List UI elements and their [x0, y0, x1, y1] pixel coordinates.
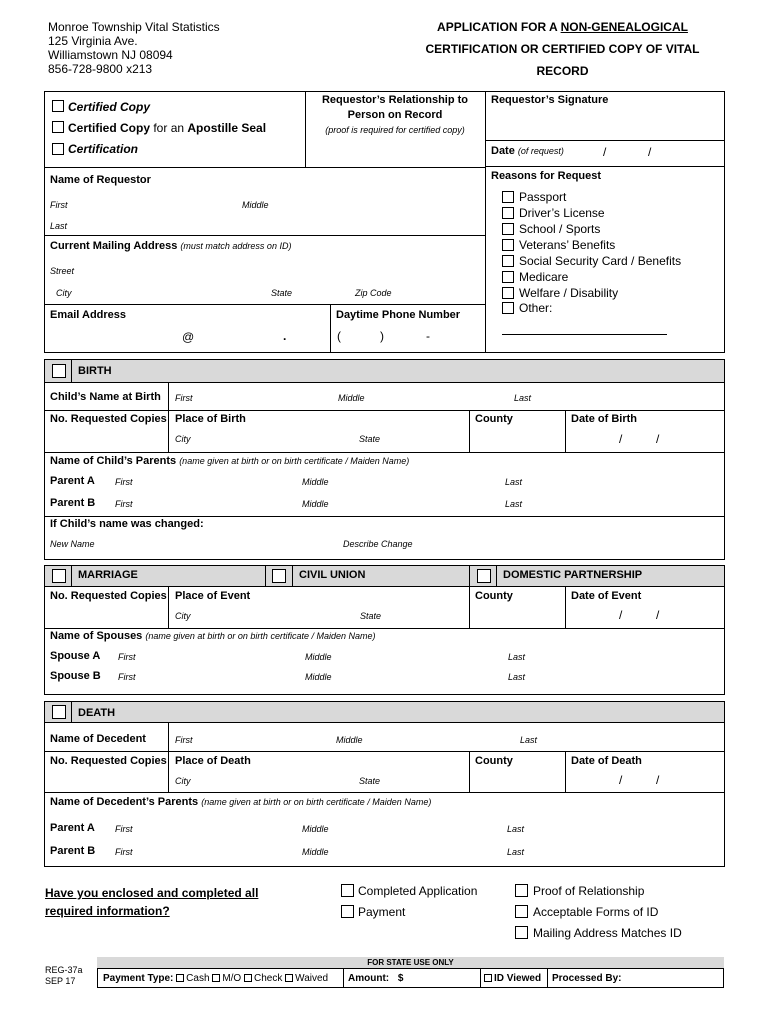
spouse-a-last[interactable]: Last	[508, 652, 526, 662]
describe-change[interactable]: Describe Change	[343, 539, 413, 549]
domestic-partnership-label: DOMESTIC PARTNERSHIP	[503, 569, 643, 581]
marriage-copies-label: No. Requested Copies	[50, 590, 167, 602]
payment-checkbox[interactable]	[341, 905, 354, 918]
reason-drivers-license-checkbox[interactable]	[502, 207, 514, 219]
spouse-a-label: Spouse A	[50, 650, 101, 662]
processed-by-label: Processed By:	[552, 973, 622, 984]
birth-parent-a-middle[interactable]: Middle	[302, 477, 329, 487]
office-street: 125 Virginia Ave.	[48, 34, 138, 48]
state-use-label: FOR STATE USE ONLY	[367, 958, 454, 967]
event-date-slash-1: /	[619, 608, 623, 622]
check-checkbox[interactable]	[244, 974, 252, 982]
death-county-field[interactable]	[470, 769, 564, 791]
decedent-first[interactable]: First	[175, 735, 193, 745]
phone-dash: -	[426, 329, 430, 343]
death-copies-field[interactable]	[45, 769, 167, 791]
death-checkbox[interactable]	[52, 705, 66, 719]
event-state[interactable]: State	[360, 611, 382, 621]
proof-relationship-checkbox[interactable]	[515, 884, 528, 897]
office-name: Monroe Township Vital Statistics	[48, 20, 220, 34]
birth-parent-b-first[interactable]: First	[115, 499, 133, 509]
certification-checkbox[interactable]	[52, 143, 64, 155]
reason-medicare: Medicare	[519, 270, 569, 284]
reason-drivers-license: Driver’s License	[519, 206, 605, 220]
title-line2: CERTIFICATION OR CERTIFIED COPY OF VITAL RECORD	[425, 42, 700, 78]
address-matches-checkbox[interactable]	[515, 926, 528, 939]
acceptable-id-label: Acceptable Forms of ID	[533, 905, 659, 919]
office-phone: 856-728-9800 x213	[48, 62, 153, 76]
reason-passport-checkbox[interactable]	[502, 191, 514, 203]
place-of-death-label: Place of Death	[175, 755, 251, 767]
spouse-a-middle[interactable]: Middle	[305, 652, 332, 662]
acceptable-id-checkbox[interactable]	[515, 905, 528, 918]
event-county-label: County	[475, 590, 513, 602]
reasons-label: Reasons for Request	[491, 170, 602, 182]
event-city[interactable]: City	[175, 611, 191, 621]
email-label: Email Address	[50, 309, 127, 321]
reason-veterans-checkbox[interactable]	[502, 239, 514, 251]
birth-parent-b-label: Parent B	[50, 497, 96, 509]
decedent-last[interactable]: Last	[520, 735, 538, 745]
reason-other-checkbox[interactable]	[502, 302, 514, 314]
reason-other-line[interactable]	[502, 334, 667, 335]
address-matches-label: Mailing Address Matches ID	[533, 926, 682, 940]
waived-checkbox[interactable]	[285, 974, 293, 982]
death-header	[44, 701, 725, 723]
address-zip[interactable]: Zip Code	[355, 288, 392, 298]
signature-label: Requestor’s Signature	[491, 94, 609, 106]
relationship-note: (proof is required for certified copy)	[325, 125, 465, 135]
death-header-label: DEATH	[78, 707, 116, 719]
birth-county-label: County	[475, 413, 513, 425]
event-county-field[interactable]	[470, 604, 564, 627]
phone-label: Daytime Phone Number	[336, 309, 461, 321]
form-code: REG-37a SEP 17	[45, 965, 83, 986]
spouses-label: Name of Spouses (name given at birth or on birth certificate / Maiden Name)	[50, 630, 376, 642]
civil-union-label: CIVIL UNION	[299, 569, 366, 581]
office-city: Williamstown NJ 08094	[48, 48, 173, 62]
form-title	[400, 16, 725, 82]
decedent-parents-label: Name of Decedent’s Parents (name given at birth or on birth certificate / Maiden Name)	[50, 796, 432, 808]
certified-copy-checkbox[interactable]	[52, 100, 64, 112]
spouse-a-first[interactable]: First	[118, 652, 136, 662]
birth-city[interactable]: City	[175, 434, 191, 444]
birth-parent-a-last[interactable]: Last	[505, 477, 523, 487]
proof-relationship-label: Proof of Relationship	[533, 884, 645, 898]
phone-paren-open: (	[337, 329, 341, 343]
mo-checkbox[interactable]	[212, 974, 220, 982]
death-date-slash-1: /	[619, 773, 623, 787]
domestic-partnership-checkbox[interactable]	[477, 569, 491, 583]
reason-medicare-checkbox[interactable]	[502, 271, 514, 283]
marriage-copies-field[interactable]	[45, 604, 167, 627]
spouse-b-label: Spouse B	[50, 670, 101, 682]
death-parent-b-middle[interactable]: Middle	[302, 847, 329, 857]
signature-field[interactable]	[486, 108, 724, 139]
email-dot: .	[283, 329, 287, 343]
birth-date-slash-2: /	[656, 432, 660, 446]
requestor-name-label: Name of Requestor	[50, 174, 151, 186]
mailing-address-label: Current Mailing Address (must match address on ID)	[50, 240, 292, 252]
title-line1: APPLICATION FOR A NON-GENEALOGICAL	[437, 20, 688, 34]
birth-copies-field[interactable]	[45, 427, 167, 451]
date-of-death-label: Date of Death	[571, 755, 642, 767]
spouse-b-first[interactable]: First	[118, 672, 136, 682]
date-of-birth-label: Date of Birth	[571, 413, 637, 425]
requestor-first[interactable]: First	[50, 200, 68, 210]
birth-parent-b-last[interactable]: Last	[505, 499, 523, 509]
death-copies-label: No. Requested Copies	[50, 755, 167, 767]
address-state[interactable]: State	[271, 288, 293, 298]
civil-union-checkbox[interactable]	[272, 569, 286, 583]
child-last[interactable]: Last	[514, 393, 532, 403]
payment-label: Payment	[358, 905, 406, 919]
reason-welfare-checkbox[interactable]	[502, 287, 514, 299]
marriage-header-label: MARRIAGE	[78, 569, 138, 581]
death-parent-a-first[interactable]: First	[115, 824, 133, 834]
email-at: @	[182, 330, 195, 344]
reason-welfare: Welfare / Disability	[519, 286, 619, 300]
place-of-birth-label: Place of Birth	[175, 413, 246, 425]
death-parent-a-label: Parent A	[50, 822, 95, 834]
birth-parent-b-middle[interactable]: Middle	[302, 499, 329, 509]
new-name[interactable]: New Name	[50, 539, 95, 549]
certification-label: Certification	[68, 142, 139, 156]
child-first[interactable]: First	[175, 393, 193, 403]
birth-county-field[interactable]	[470, 427, 564, 451]
child-name-label: Child’s Name at Birth	[50, 391, 161, 403]
birth-header-label: BIRTH	[78, 365, 112, 377]
office-block	[48, 20, 220, 76]
death-parent-a-middle[interactable]: Middle	[302, 824, 329, 834]
relationship-field[interactable]	[306, 138, 484, 166]
date-of-event-label: Date of Event	[571, 590, 642, 602]
amount-label: Amount: $	[348, 973, 404, 984]
child-parents-label: Name of Child’s Parents (name given at birth or on birth certificate / Maiden Name)	[50, 455, 410, 467]
birth-parent-a-label: Parent A	[50, 475, 95, 487]
birth-copies-label: No. Requested Copies	[50, 413, 167, 425]
death-parent-b-last[interactable]: Last	[507, 847, 525, 857]
event-date-field[interactable]	[566, 604, 724, 627]
requestor-middle[interactable]: Middle	[242, 200, 269, 210]
death-date-slash-2: /	[656, 773, 660, 787]
birth-date-slash-1: /	[619, 432, 623, 446]
phone-paren-close: )	[380, 329, 384, 343]
decedent-name-label: Name of Decedent	[50, 733, 146, 745]
birth-state[interactable]: State	[359, 434, 381, 444]
reason-passport: Passport	[519, 190, 567, 204]
spouse-b-last[interactable]: Last	[508, 672, 526, 682]
marriage-checkbox[interactable]	[52, 569, 66, 583]
death-parent-b-first[interactable]: First	[115, 847, 133, 857]
apostille-label: Certified Copy for an Apostille Seal	[68, 121, 267, 135]
death-date-field[interactable]	[566, 769, 724, 791]
reason-school-checkbox[interactable]	[502, 223, 514, 235]
relationship-label: Requestor’s Relationship to Person on Record	[321, 94, 469, 121]
certified-copy-label: Certified Copy	[68, 100, 151, 114]
title-underlined: NON-GENEALOGICAL	[560, 20, 688, 34]
death-county-label: County	[475, 755, 513, 767]
place-of-event-label: Place of Event	[175, 590, 251, 602]
birth-header	[44, 359, 725, 383]
id-viewed-checkbox[interactable]	[484, 974, 492, 982]
event-date-slash-2: /	[656, 608, 660, 622]
child-middle[interactable]: Middle	[338, 393, 365, 403]
date-request[interactable]: Date (of request) / /	[491, 145, 652, 159]
address-street[interactable]: Street	[50, 266, 75, 276]
address-city[interactable]: City	[56, 288, 72, 298]
death-city[interactable]: City	[175, 776, 191, 786]
cash-checkbox[interactable]	[176, 974, 184, 982]
apostille-checkbox[interactable]	[52, 121, 64, 133]
checklist-question: Have you enclosed and completed all required information?	[45, 886, 259, 918]
reason-school: School / Sports	[519, 222, 601, 236]
death-parent-b-label: Parent B	[50, 845, 96, 857]
birth-checkbox[interactable]	[52, 364, 66, 378]
decedent-middle[interactable]: Middle	[336, 735, 363, 745]
reason-other: Other:	[519, 301, 553, 315]
email-field[interactable]	[45, 322, 329, 352]
payment-type: Payment Type: Cash M/O Check Waived	[103, 973, 329, 984]
death-parent-a-last[interactable]: Last	[507, 824, 525, 834]
name-changed-label: If Child’s name was changed:	[50, 518, 204, 530]
reason-veterans: Veterans’ Benefits	[519, 238, 616, 252]
birth-parent-a-first[interactable]: First	[115, 477, 133, 487]
completed-application-checkbox[interactable]	[341, 884, 354, 897]
id-viewed: ID Viewed	[484, 973, 541, 984]
death-state[interactable]: State	[359, 776, 381, 786]
reason-social-security-checkbox[interactable]	[502, 255, 514, 267]
completed-application-label: Completed Application	[358, 884, 478, 898]
birth-date-field[interactable]	[566, 427, 724, 451]
requestor-last[interactable]: Last	[50, 221, 68, 231]
reason-social-security: Social Security Card / Benefits	[519, 254, 682, 268]
phone-field[interactable]	[331, 322, 484, 352]
spouse-b-middle[interactable]: Middle	[305, 672, 332, 682]
